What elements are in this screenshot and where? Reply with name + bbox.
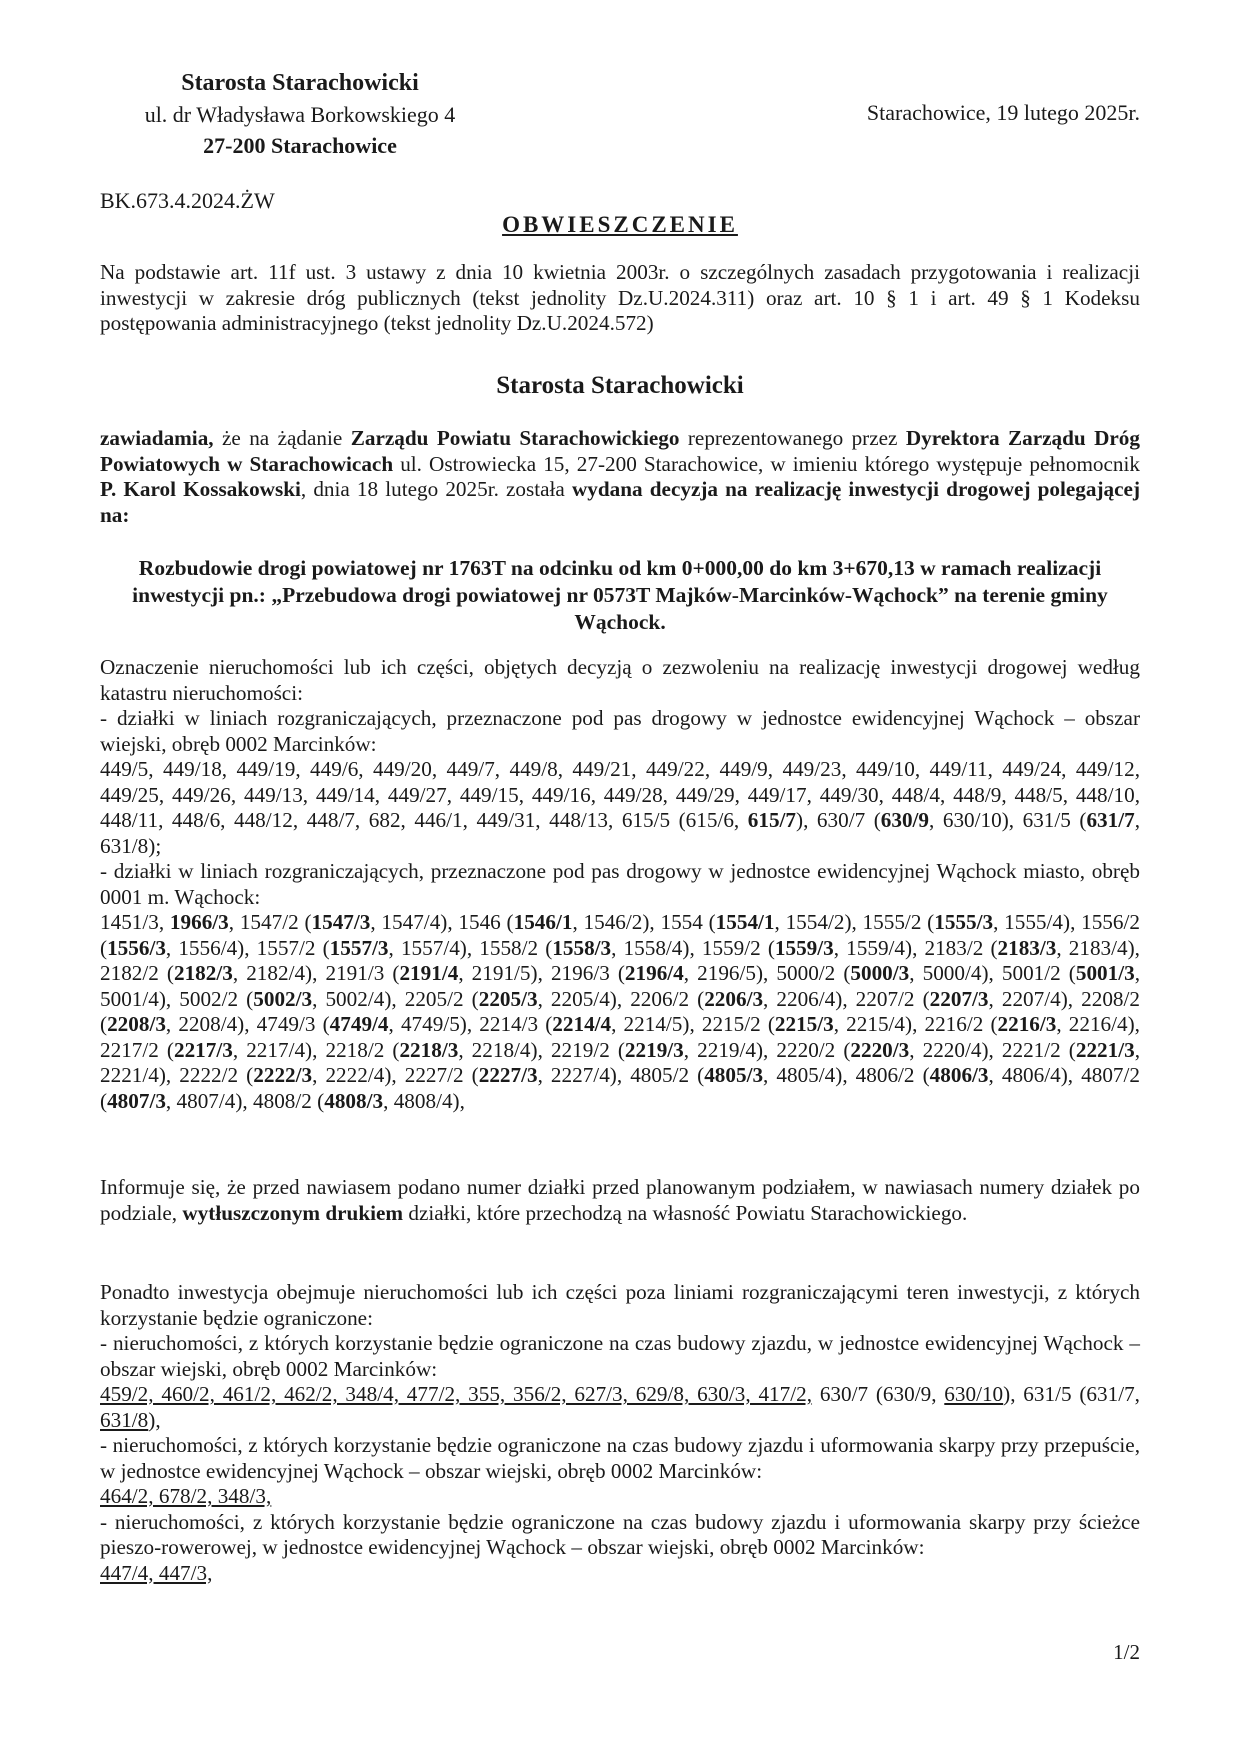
parcel-number: , 2217/4), 2218/2 (: [232, 1037, 400, 1062]
parcel-number-highlighted: 2217/3: [173, 1037, 233, 1062]
parcel-number-highlighted: 2207/3: [929, 986, 989, 1011]
parcel-number-highlighted: 5001/3: [1075, 961, 1135, 985]
parcel-number: , 2214/5), 2215/2 (: [611, 1012, 775, 1036]
parcel-number: , 2207/4), 2208/2 (: [100, 986, 1140, 1036]
notice-applicant: Zarządu Powiatu Starachowickiego: [350, 426, 680, 450]
parcel-number: , 2216/4), 2217/2 (: [100, 1012, 1140, 1062]
parcel-number: , 1559/4), 2183/2 (: [833, 935, 998, 960]
notice-paragraph: [100, 426, 1140, 528]
investment-description: Rozbudowie drogi powiatowej nr 1763T na odcinku od km 0+000,00 do km 3+670,13 w ramach realizacji inwestycji pn.: „Przebudowa drogi powiatowej nr 0573T Majków-Marcinków-Wąchock” na terenie gminy Wąchock.: [132, 556, 1108, 634]
parcel-number-highlighted: 1557/3: [329, 935, 389, 960]
notice-decision: wydana decyzja na realizację inwestycji drogowej polegającej na:: [100, 477, 1141, 527]
parcel-number: , 4808/4),: [383, 1088, 465, 1113]
parcel-number: 1451/3,: [100, 910, 170, 934]
parcel-number: , 2215/4), 2216/2 (: [833, 1012, 998, 1036]
notice-verb: zawiadamia,: [100, 426, 214, 450]
parcel-number-highlighted: 2205/3: [478, 986, 538, 1011]
parcel-number-highlighted: 631/7: [1086, 808, 1135, 832]
parcel-number: ), 631/5 (631/7,: [1003, 1382, 1140, 1406]
parcel-number-highlighted: 4805/3: [704, 1063, 764, 1087]
notice-text: , dnia 18 lutego 2025r. została: [300, 477, 572, 501]
notice-text: ul. Ostrowiecka 15, 27-200 Starachowice, w imieniu którego występuje pełnomocnik: [393, 451, 1140, 476]
parcel-number-highlighted: 2182/3: [173, 961, 233, 985]
parcel-number-highlighted: 2214/4: [552, 1012, 612, 1036]
outside-c-intro: - nieruchomości, z których korzystanie będzie ograniczone na czas budowy zjazdu i uformowania skarpy przy ścieżce pieszo-rowerowej, w jednostce ewidencyjnej Wąchock – obszar wiejski, obręb 0002 Marcinków:: [100, 1509, 1140, 1559]
parcels-intro: Oznaczenie nieruchomości lub ich części, objętych decyzją o zezwoleniu na realizację inwestycji drogowej według katastru nieruchomości:: [100, 655, 1140, 705]
outside-b-intro: - nieruchomości, z których korzystanie będzie ograniczone na czas budowy zjazdu i uformowania skarpy przy przepuście, w jednostce ewidencyjnej Wąchock – obszar wiejski, obręb 0002 Marcinków:: [100, 1433, 1140, 1483]
section-b-parcel-list: [100, 910, 1140, 1114]
parcel-number: , 5001/4), 5002/2 (: [100, 961, 1141, 1011]
parcel-number: , 2182/4), 2191/3 (: [232, 961, 400, 985]
parcel-number-highlighted: 5002/3: [253, 986, 313, 1011]
parcel-number: , 2191/5), 2196/3 (: [458, 961, 625, 985]
parcel-number: , 631/8);: [100, 808, 1141, 858]
parcel-number-highlighted: 2222/3: [253, 1063, 313, 1087]
parcel-number-highlighted: 1558/3: [552, 935, 612, 960]
parcel-number: , 2206/4), 2207/2 (: [763, 986, 930, 1011]
legal-basis: Na podstawie art. 11f ust. 3 ustawy z dnia 10 kwietnia 2003r. o szczególnych zasadach przygotowania i realizacji inwestycji w zakresie dróg publicznych (tekst jednolity Dz.U.2024.311) oraz art. 10 § 1 i art. 49 § 1 Kodeksu postępowania administracyjnego (tekst jednolity Dz.U.2024.572): [100, 260, 1140, 335]
parcel-number: , 2221/4), 2222/2 (: [100, 1037, 1141, 1087]
parcel-number-highlighted: 2196/4: [624, 961, 684, 985]
parcel-number: , 1554/2), 1555/2 (: [774, 910, 935, 934]
parcel-number: , 2220/4), 2221/2 (: [909, 1037, 1076, 1062]
parcel-number: , 2196/5), 5000/2 (: [683, 961, 851, 985]
parcel-number-highlighted: 459/2, 460/2, 461/2, 462/2, 348/4, 477/2, 355, 356/2, 627/3, 629/8, 630/3, 417/2,: [100, 1382, 813, 1406]
parcel-number-highlighted: 4806/3: [929, 1063, 989, 1087]
parcel-number: , 2183/4), 2182/2 (: [100, 935, 1140, 985]
outside-a-intro: - nieruchomości, z których korzystanie będzie ograniczone na czas budowy zjazdu, w jednostce ewidencyjnej Wąchock – obszar wiejski, obręb 0002 Marcinków:: [100, 1331, 1140, 1381]
parcel-number-highlighted: 4807/3: [107, 1088, 166, 1113]
parcel-number: , 1546/2), 1554 (: [572, 910, 716, 934]
parcel-number: , 4807/4), 4808/2 (: [165, 1088, 325, 1113]
parcel-number: , 1555/4), 1556/2 (: [100, 910, 1140, 960]
parcel-number: , 1556/4), 1557/2 (: [165, 935, 330, 960]
parcel-number: , 2218/4), 2219/2 (: [458, 1037, 625, 1062]
parcel-number-highlighted: 2208/3: [107, 1012, 166, 1036]
parcel-number-highlighted: 4749/4: [329, 1012, 389, 1036]
parcel-number-highlighted: 2191/4: [399, 961, 459, 985]
parcel-number-highlighted: 2216/3: [997, 1012, 1057, 1036]
info-paragraph: [100, 1175, 1140, 1226]
parcel-number-highlighted: 1554/1: [715, 910, 775, 934]
parcel-number: , 630/10), 631/5 (: [929, 808, 1087, 832]
info-bold: wytłuszczonym drukiem: [182, 1200, 404, 1225]
section-b-intro: - działki w liniach rozgraniczających, przeznaczone pod pas drogowy w jednostce ewidencyjnej Wąchock miasto, obręb 0001 m. Wąchock:: [100, 859, 1140, 909]
outside-section: [100, 1280, 1140, 1586]
place-date: Starachowice, 19 lutego 2025r.: [866, 100, 1140, 125]
parcel-number-highlighted: 1559/3: [774, 935, 834, 960]
parcels-section: [100, 655, 1140, 1114]
parcel-number: , 1558/4), 1559/2 (: [611, 935, 775, 960]
section-a-parcel-list: [100, 757, 1140, 859]
parcel-number: , 2222/4), 2227/2 (: [312, 1063, 479, 1087]
section-a-intro: - działki w liniach rozgraniczających, przeznaczone pod pas drogowy w jednostce ewidencyjnej Wąchock – obszar wiejski, obręb 0002 Marcinków:: [100, 706, 1140, 756]
sender-name: Starosta Starachowicki: [181, 70, 419, 96]
parcel-number-highlighted: 1547/3: [311, 910, 371, 934]
parcel-number: , 2227/4), 4805/2 (: [537, 1063, 705, 1087]
parcel-number-highlighted: 630/10: [944, 1382, 1004, 1406]
parcel-number: , 4806/4), 4807/2 (: [100, 1063, 1140, 1113]
sender-city: 27-200 Starachowice: [203, 133, 397, 158]
parcel-number-highlighted: 4808/3: [324, 1088, 384, 1113]
notice-proxy: P. Karol Kossakowski: [100, 477, 301, 501]
outside-c-parcel-list: 447/4, 447/3,: [100, 1560, 213, 1585]
parcel-number: 449/5, 449/18, 449/19, 449/6, 449/20, 449/7, 449/8, 449/21, 449/22, 449/9, 449/23, 449/10, 449/11, 449/24, 449/12, 449/25, 449/26, 449/13, 449/14, 449/27, 449/15, 449/16, 449/28, 449/29, 449/17, 449/30, 448/4, 448/9, 448/5, 448/10, 448/11, 448/6, 448/12, 448/7, 682, 446/1, 449/31, 448/13, 615/5 (615/6,: [100, 757, 1140, 832]
parcel-number: , 2205/4), 2206/2 (: [537, 986, 705, 1011]
parcel-number-highlighted: 5000/3: [850, 961, 910, 985]
parcel-number: , 1557/4), 1558/2 (: [388, 935, 553, 960]
reference-number: BK.673.4.2024.ŻW: [100, 188, 275, 213]
parcel-number-highlighted: 630/9: [880, 808, 930, 832]
sender-street: ul. dr Władysława Borkowskiego 4: [144, 102, 456, 127]
parcel-number-highlighted: 2183/3: [997, 935, 1057, 960]
parcel-number: , 2208/4), 4749/3 (: [165, 1012, 330, 1036]
parcel-number-highlighted: 1556/3: [107, 935, 166, 960]
outside-intro: Ponadto inwestycja obejmuje nieruchomości lub ich części poza liniami rozgraniczającymi teren inwestycji, z których korzystanie będzie ograniczone:: [100, 1280, 1140, 1330]
parcel-number-highlighted: 2221/3: [1075, 1037, 1135, 1062]
parcel-number: ),: [148, 1407, 161, 1432]
parcel-number-highlighted: 2218/3: [399, 1037, 459, 1062]
outside-b-parcel-list: 464/2, 678/2, 348/3,: [100, 1484, 272, 1508]
parcel-number-highlighted: 2219/3: [624, 1037, 684, 1062]
notice-text: że na żądanie: [213, 426, 351, 450]
document-title: OBWIESZCZENIE: [502, 212, 738, 237]
sender-block: [100, 68, 500, 161]
parcel-number-highlighted: 2206/3: [704, 986, 764, 1011]
parcel-number: , 1547/2 (: [228, 910, 312, 934]
parcel-number: , 5002/4), 2205/2 (: [312, 986, 479, 1011]
authority-title: Starosta Starachowicki: [496, 372, 744, 399]
parcel-number-highlighted: 2220/3: [850, 1037, 910, 1062]
info-text: Informuje się, że przed nawiasem podano numer działki przed planowanym podziałem, w nawiasach numery działek po podziale,: [100, 1175, 1140, 1225]
info-text: działki, które przechodzą na własność Powiatu Starachowickiego.: [403, 1200, 968, 1225]
parcel-number-highlighted: 1966/3: [169, 910, 229, 934]
parcel-number: , 2219/4), 2220/2 (: [683, 1037, 851, 1062]
parcel-number-highlighted: 2215/3: [774, 1012, 834, 1036]
parcel-number: , 4805/4), 4806/2 (: [763, 1063, 930, 1087]
parcel-number-highlighted: 1546/1: [513, 910, 573, 934]
parcel-number: , 1547/4), 1546 (: [370, 910, 514, 934]
parcel-number: ), 630/7 (: [796, 808, 881, 832]
parcel-number: 630/7 (630/9,: [812, 1382, 945, 1406]
notice-text: reprezentowanego przez: [679, 426, 906, 450]
parcel-number: , 4749/5), 2214/3 (: [388, 1012, 553, 1036]
outside-a-parcel-list: [100, 1382, 1140, 1433]
parcel-number-highlighted: 615/7: [747, 808, 797, 832]
parcel-number-highlighted: 1555/3: [934, 910, 994, 934]
notice-director: Dyrektora Zarządu Dróg Powiatowych w Starachowicach: [100, 426, 1140, 476]
parcel-number-highlighted: 2227/3: [478, 1063, 538, 1087]
parcel-number: , 5000/4), 5001/2 (: [909, 961, 1076, 985]
page-number: 1/2: [1113, 1640, 1140, 1664]
parcel-number-highlighted: 631/8: [100, 1407, 149, 1432]
